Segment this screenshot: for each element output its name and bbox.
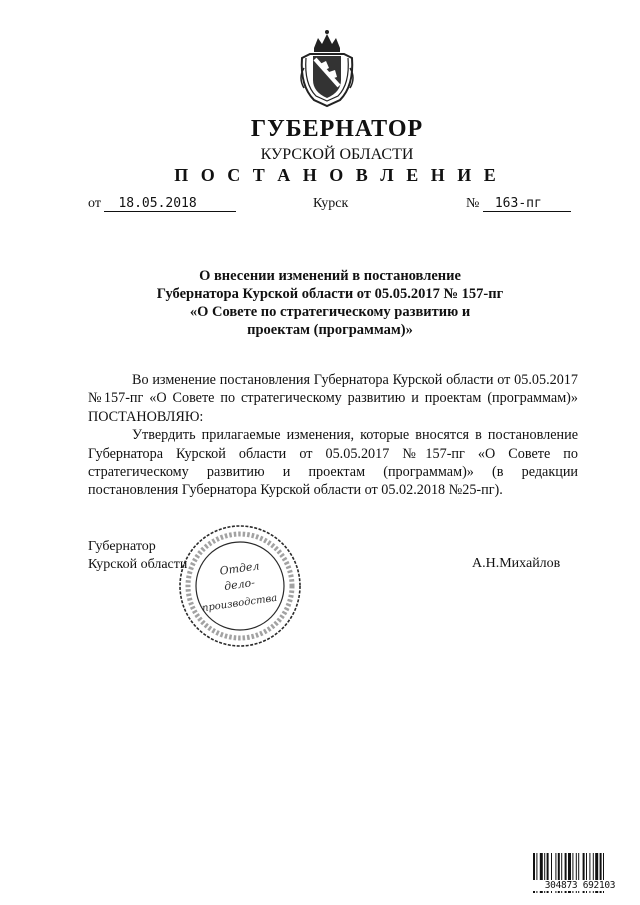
coat-of-arms-emblem bbox=[296, 28, 358, 108]
city-label: Курск bbox=[313, 196, 349, 211]
body-paragraph: Утвердить прилагаемые изменения, которые вносятся в постановление Губернатора Курской области от 05.05.2017 №157-пг «О Совете по стратегическому развитию и проектам (программам)» (в редакции постановления Губернатора Курской области от 05.02.2018 №25-пг). bbox=[88, 427, 578, 499]
stamp-text-line: дело- bbox=[223, 575, 256, 594]
body-paragraph: Во изменение постановления Губернатора Курской области от 05.05.2017 №157-пг «О Совете по стратегическому развитию и проектам (программам)» ПОСТАНОВЛЯЮ: bbox=[88, 372, 578, 425]
document-type: П О С Т А Н О В Л Е Н И Е bbox=[174, 165, 500, 185]
signatory-position-line: Губернатор bbox=[88, 539, 156, 554]
barcode-number: 304873 692103 bbox=[532, 880, 628, 891]
subject-line: проектам (программам)» bbox=[247, 322, 413, 338]
document-subject bbox=[100, 267, 560, 339]
stamp-text-line: производства bbox=[201, 592, 278, 615]
number-prefix: № bbox=[466, 196, 480, 211]
number-field bbox=[466, 196, 571, 212]
signatory-name: А.Н.Михайлов bbox=[472, 556, 561, 571]
date-value: 18.05.2018 bbox=[104, 196, 236, 212]
stamp-text-line: Отдел bbox=[218, 559, 261, 578]
date-prefix: от bbox=[88, 196, 101, 211]
date-field bbox=[88, 196, 236, 212]
document-body bbox=[88, 371, 578, 500]
subject-line: О внесении изменений в постановление bbox=[199, 268, 461, 284]
document-region: КУРСКОЙ ОБЛАСТИ bbox=[260, 146, 414, 163]
office-stamp bbox=[176, 522, 304, 650]
signatory-position bbox=[88, 538, 187, 574]
number-value: 163-пг bbox=[483, 196, 571, 212]
signatory-position-line: Курской области bbox=[88, 557, 188, 572]
subject-line: «О Совете по стратегическому развитию и bbox=[189, 304, 471, 320]
document-title: ГУБЕРНАТОР bbox=[250, 116, 424, 142]
subject-line: Губернатора Курской области от 05.05.2017 № 157-пг bbox=[156, 286, 504, 302]
